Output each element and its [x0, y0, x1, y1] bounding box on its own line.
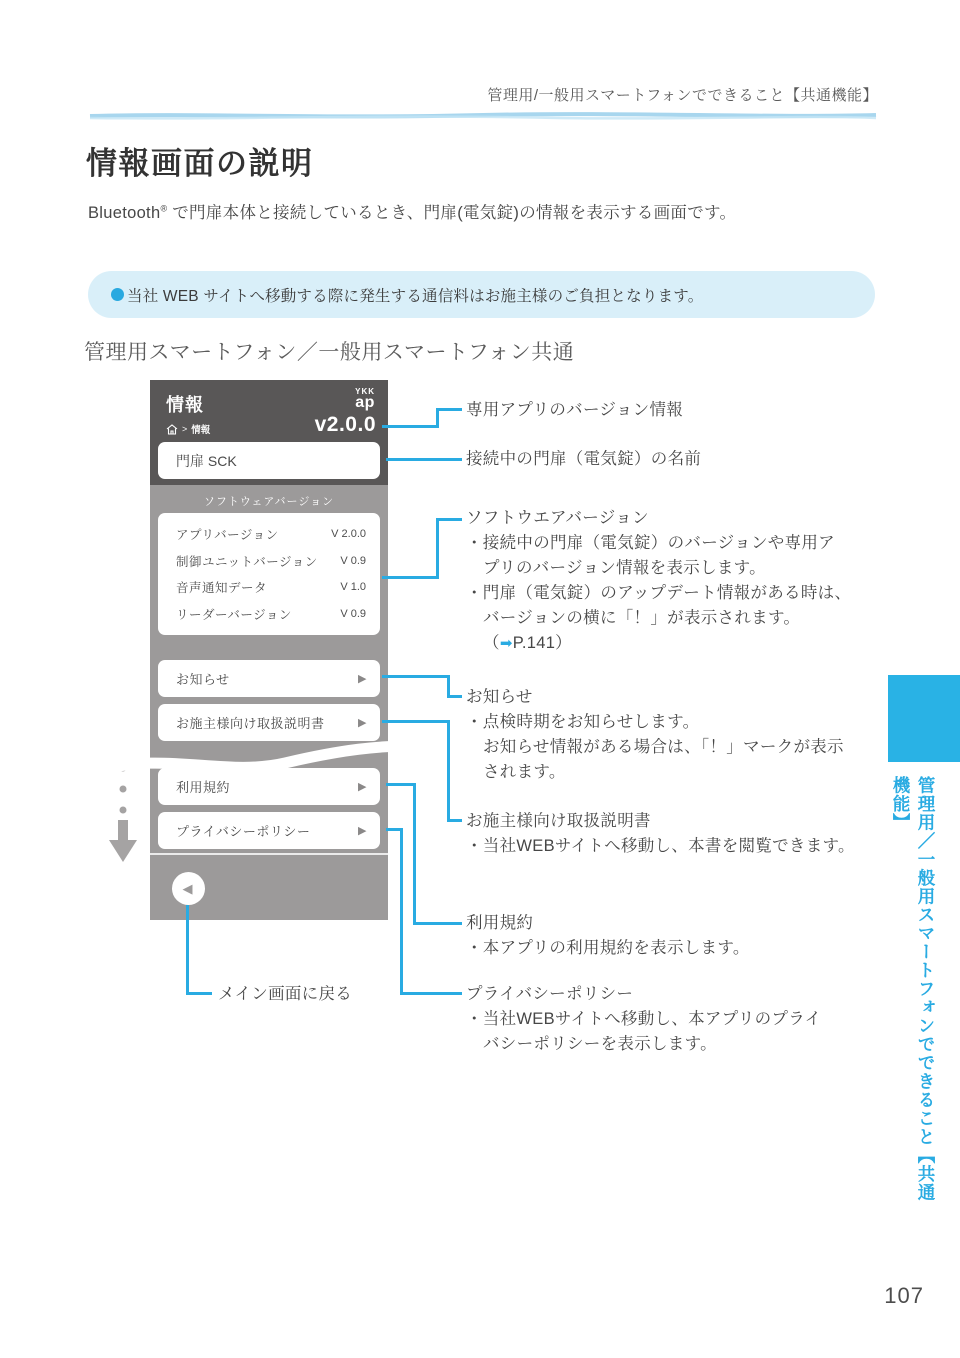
- page-title: 情報画面の説明: [86, 146, 314, 181]
- break-wave: [95, 733, 425, 783]
- bullet-icon: [111, 288, 124, 301]
- connector-terms: [386, 783, 416, 786]
- callout-app-version: 専用アプリのバージョン情報: [466, 401, 684, 419]
- connector-software-version: [436, 518, 439, 579]
- connector-owner-manual: [447, 819, 462, 822]
- section-title: 管理用スマートフォン／一般用スマートフォン共通: [84, 341, 575, 364]
- chapter-caption: 管理用／一般用スマートフォンでできること【共通機能】: [891, 776, 936, 1202]
- brush-stroke-rule: [88, 110, 878, 122]
- menu-item-privacy-policy[interactable]: プライバシーポリシー ▶: [158, 812, 380, 849]
- connector-terms: [413, 922, 462, 925]
- ykk-ap-logo: YKK ap: [355, 387, 375, 411]
- software-version-section-label: ソフトウェアバージョン: [203, 496, 335, 508]
- menu-item-owner-manual[interactable]: お施主様向け取扱説明書 ▶: [158, 704, 380, 741]
- screen-title: 情報: [166, 395, 204, 415]
- connector-privacy: [400, 828, 403, 995]
- connector-device-name: [386, 458, 462, 461]
- phone-nav-divider: [150, 853, 388, 855]
- version-row: 制御ユニットバージョン V 0.9: [176, 554, 366, 569]
- phone-mockup: [150, 380, 388, 920]
- connector-back: [186, 992, 212, 995]
- connector-owner-manual: [382, 720, 450, 723]
- connector-terms: [413, 783, 416, 925]
- intro-text: Bluetooth® で門扉本体と接続しているとき、門扉(電気錠)の情報を表示する画面です。: [88, 203, 737, 222]
- breadcrumb-separator: >: [182, 424, 188, 434]
- callout-terms: 利用規約 ・本アプリの利用規約を表示します。: [466, 914, 750, 957]
- connector-news: [447, 695, 462, 698]
- version-row: リーダーバージョン V 0.9: [176, 607, 366, 622]
- chevron-right-icon: ▶: [358, 717, 367, 729]
- back-icon: ◀: [182, 880, 193, 896]
- breadcrumb: [166, 422, 210, 436]
- chevron-right-icon: ▶: [358, 781, 367, 793]
- callout-software-version: ソフトウエアバージョン ・接続中の門扉（電気錠）のバージョンや専用ア プリのバージョン情報を表示します。 ・門扉（電気錠）のアップデート情報がある時は、 バージョンの横に「！」が表示されます。 （➡P.141）: [466, 509, 852, 652]
- breadcrumb-current: 情報: [191, 425, 211, 436]
- device-name-field: 門扉 SCK: [158, 442, 380, 479]
- connector-app-version: [382, 425, 439, 428]
- connector-back: [186, 905, 189, 995]
- menu-item-news[interactable]: お知らせ ▶: [158, 660, 380, 697]
- note-box: [88, 271, 875, 318]
- chapter-tab: [888, 675, 960, 762]
- note-text: 当社 WEB サイトへ移動する際に発生する通信料はお施主様のご負担となります。: [127, 287, 704, 305]
- connector-software-version: [382, 576, 439, 579]
- app-version-value: v2.0.0: [314, 413, 376, 436]
- callout-news: お知らせ ・点検時期をお知らせします。 お知らせ情報がある場合は、「！」マークが表示 されます。: [466, 688, 844, 781]
- home-icon: [166, 424, 178, 435]
- callout-owner-manual: お施主様向け取扱説明書 ・当社WEBサイトへ移動し、本書を閲覧できます。: [466, 812, 855, 855]
- connector-app-version: [436, 408, 462, 411]
- chevron-right-icon: ▶: [358, 673, 367, 685]
- page-ref: P.141）: [512, 634, 572, 652]
- registered-mark: ®: [160, 203, 168, 214]
- connector-software-version: [436, 518, 462, 521]
- chevron-right-icon: ▶: [358, 825, 367, 837]
- callout-back: メイン画面に戻る: [218, 985, 353, 1003]
- page-ref-arrow-icon: ➡: [499, 635, 513, 652]
- callout-privacy: プライバシーポリシー ・当社WEBサイトへ移動し、本アプリのプライ バシーポリシーを表示します。: [466, 985, 822, 1053]
- connector-news: [382, 675, 450, 678]
- page-number: 107: [884, 1283, 924, 1308]
- connector-privacy: [400, 992, 462, 995]
- connector-owner-manual: [447, 720, 450, 822]
- software-version-card: [158, 513, 380, 635]
- version-row: 音声通知データ V 1.0: [176, 581, 366, 596]
- connector-app-version: [436, 408, 439, 428]
- running-header: 管理用/一般用スマートフォンでできること【共通機能】: [487, 87, 878, 104]
- callout-device-name: 接続中の門扉（電気錠）の名前: [466, 450, 702, 468]
- back-button[interactable]: [172, 872, 205, 905]
- menu-item-terms[interactable]: 利用規約 ▶: [158, 768, 380, 805]
- version-row: アプリバージョン V 2.0.0: [176, 528, 366, 543]
